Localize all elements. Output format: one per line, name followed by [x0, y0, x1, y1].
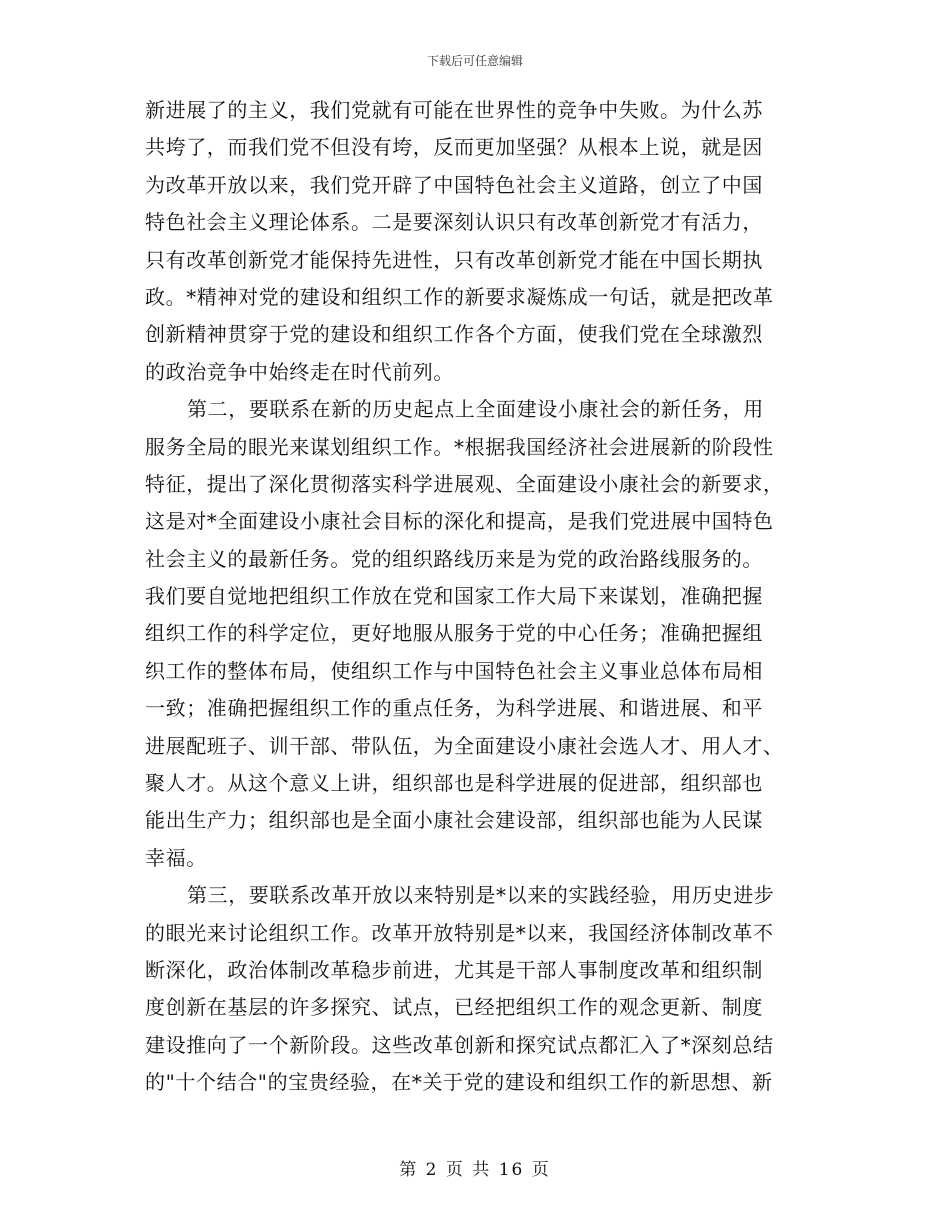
- text-line: 组织工作的科学定位，更好地服从服务于党的中心任务；准确把握组: [145, 621, 763, 646]
- text-line: 幸福。: [145, 845, 207, 870]
- text-line: 特征，提出了深化贯彻落实科学进展观、全面建设小康社会的新要求，: [145, 471, 784, 496]
- page-header: 下载后可任意编辑: [426, 54, 523, 68]
- text-line: 能出生产力；组织部也是全面小康社会建设部，组织部也能为人民谋: [145, 808, 763, 833]
- text-line: 建设推向了一个新阶段。这些改革创新和探究试点都汇入了*深刻总结: [145, 1032, 774, 1057]
- text-line: 政。*精神对党的建设和组织工作的新要求凝炼成一句话，就是把改革: [145, 284, 774, 309]
- text-line: 这是对*全面建设小康社会目标的深化和提高，是我们党进展中国特色: [145, 509, 774, 534]
- text-line: 我们要自觉地把组织工作放在党和国家工作大局下来谋划，准确把握: [145, 584, 763, 609]
- text-line: 一致；准确把握组织工作的重点任务，为科学进展、和谐进展、和平: [145, 696, 763, 721]
- text-line: 服务全局的眼光来谋划组织工作。*根据我国经济社会进展新的阶段性: [145, 434, 774, 459]
- text-line: 进展配班子、训干部、带队伍，为全面建设小康社会选人才、用人才、: [145, 733, 784, 758]
- text-line: 特色社会主义理论体系。二是要深刻认识只有改革创新党才有活力，: [145, 210, 763, 235]
- text-line: 的眼光来讨论组织工作。改革开放特别是*以来，我国经济体制改革不: [145, 920, 774, 945]
- page-footer: 第 2 页 共 16 页: [399, 1160, 551, 1180]
- document-body: [145, 92, 810, 1102]
- text-line: 只有改革创新党才能保持先进性，只有改革创新党才能在中国长期执: [145, 247, 763, 272]
- text-line: 聚人才。从这个意义上讲，组织部也是科学进展的促进部，组织部也: [145, 771, 763, 796]
- text-line: 第三，要联系改革开放以来特别是*以来的实践经验，用历史进步: [187, 883, 775, 908]
- text-line: 新进展了的主义，我们党就有可能在世界性的竞争中失败。为什么苏: [145, 98, 763, 122]
- text-line: 共垮了，而我们党不但没有垮，反而更加坚强？从根本上说，就是因: [145, 135, 763, 160]
- text-line: 创新精神贯穿于党的建设和组织工作各个方面，使我们党在全球激烈: [145, 322, 763, 347]
- text-line: 为改革开放以来，我们党开辟了中国特色社会主义道路，创立了中国: [145, 172, 763, 197]
- text-line: 的政治竞争中始终走在时代前列。: [145, 359, 454, 384]
- text-line: 断深化，政治体制改革稳步前进，尤其是干部人事制度改革和组织制: [145, 957, 763, 982]
- text-line: 的"十个结合"的宝贵经验，在*关于党的建设和组织工作的新思想、新: [145, 1070, 773, 1095]
- text-line: 度创新在基层的许多探究、试点，已经把组织工作的观念更新、制度: [145, 995, 763, 1020]
- text-line: 织工作的整体布局，使组织工作与中国特色社会主义事业总体布局相: [145, 658, 763, 683]
- text-line: 社会主义的最新任务。党的组织路线历来是为党的政治路线服务的。: [145, 546, 763, 571]
- text-line: 第二，要联系在新的历史起点上全面建设小康社会的新任务，用: [187, 397, 764, 422]
